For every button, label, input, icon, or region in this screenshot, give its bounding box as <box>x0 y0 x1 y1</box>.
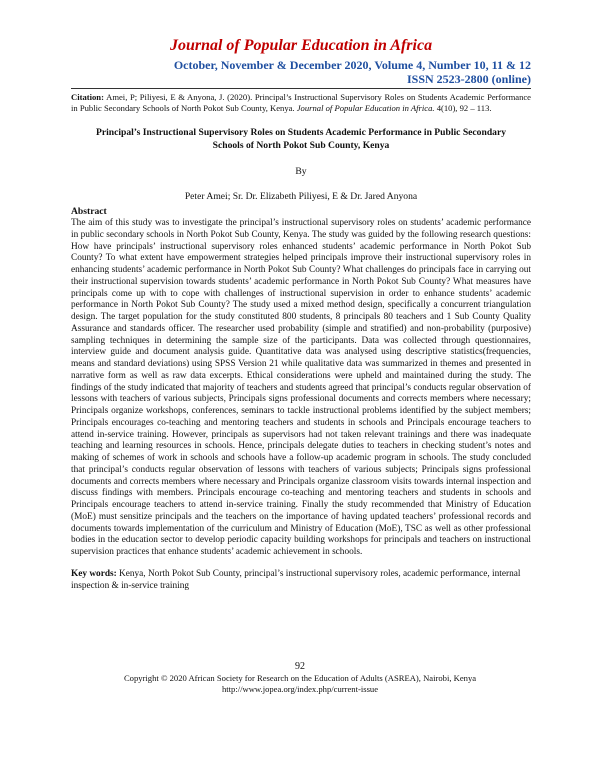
footer <box>0 673 600 695</box>
footer-copyright: Copyright © 2020 African Society for Research on the Education of Adults (ASREA), Nairobi, Kenya <box>123 673 477 683</box>
by-line: By <box>295 166 307 177</box>
citation-journal: Journal of Popular Education in Africa. <box>296 103 435 113</box>
article-page <box>71 36 531 592</box>
issue-line: October, November & December 2020, Volume 4, Number 10, 11 & 12 <box>173 58 531 72</box>
abstract-body: The aim of this study was to investigate the principal’s instructional supervisory roles on students’ academic performance in public secondary schools in North Pokot Sub County, Kenya. The study was guided by the following research questions: How have principals’ instructional supervisory roles enhanced students’ academic performance in North Pokot Sub County? To what extent have empowerment strategies helped principals improve their instructional supervisory roles in enhancing students’ academic performance in North Pokot Sub County? What challenges do principals face in carrying out their instructional supervision towards students’ academic performance in North Pokot Sub County? What measures have principals come up with to cope with challenges of instructional supervision in order to enhance students’ academic performance in North Pokot Sub County? The study used a mixed method design, specifically a concurrent triangulation design. The target population for the study constituted 800 students, 8 principals 80 teachers and 1 Sub County Quality Assurance and standards officer. The researcher used probability (simple and stratified) and non-probability (purposive) sampling techniques in determining the sample size of the participants. Data was collected through questionnaires, interview guide and document analysis guide. Quantitative data was analysed using descriptive statistics(frequencies, means and standard deviations) using SPSS Version 21 while qualitative data was summarized in themes and presented in narrative form as well as raw data excerpts. Ethical considerations were upheld and maintained during the study. The findings of the study indicated that majority of teachers and students agreed that principal’s conducts regular observation of lessons with teachers of various subjects, Principals signs professional documents and corrects members where necessary; Principals organize workshops, conferences, seminars to tackle instructional problems identified by the subject members; Principals encourages co-teaching and mentoring teachers and students in schools and Principals encourage teachers to attend in-service training. However, principals as supervisors had not taken relevant trainings and there was inadequate teaching and learning resources in schools. Hence, principals delegate duties to teachers in checking student’s notes and making of schemes of work in schools and schools have a follow-up academic program in schools. The study concluded that principal’s conducts regular observation of lessons with teachers of various subjects; Principals signs professional documents and corrects members where necessary and Principals organize classroom visits towards internal inspection and discuss findings with members. Principals encourage co-teaching and mentoring teachers and students in schools and Principals encourage teachers to attend in-service training. Finally the study recommended that Ministry of Education (MoE) must sensitize principals and the teachers on the importance of having updated teachers’ professional records and documents towards implementation of the curriculum and Ministry of Education (MoE), TSC as well as other professional bodies in the education sector to develop periodic capacity building workshops for principals and teachers on instructional supervision practices that enhance students’ academic achievement in schools. <box>71 218 531 557</box>
journal-title: Journal of Popular Education in Africa <box>169 37 433 54</box>
header-rule <box>71 88 531 89</box>
issn-line: ISSN 2523-2800 (online) <box>406 72 531 86</box>
paper-title: Principal’s Instructional Supervisory Roles on Students Academic Performance in Public Secondary Schools of North Pokot Sub County, Kenya <box>95 127 507 151</box>
keywords-label: Key words: <box>71 568 117 579</box>
page-number: 92 <box>295 661 305 672</box>
footer-url: http://www.jopea.org/index.php/current-issue <box>221 684 379 694</box>
citation-pages: 4(10), 92 – 113. <box>434 103 492 113</box>
authors: Peter Amei; Sr. Dr. Elizabeth Piliyesi, E & Dr. Jared Anyona <box>184 191 418 202</box>
keywords <box>71 568 531 592</box>
citation-label: Citation: <box>71 92 104 102</box>
citation-text: Amei, P; Piliyesi, E & Anyona, J. (2020). Principal’s Instructional Supervisory Roles on Students Academic Performance in Public Secondary Schools of North Pokot Sub County, Kenya. <box>71 92 531 113</box>
keywords-text: Kenya, North Pokot Sub County, principal’s instructional supervisory roles, academic performance, internal inspection & in-service training <box>71 568 521 591</box>
citation <box>71 92 531 114</box>
abstract-heading: Abstract <box>71 206 107 217</box>
